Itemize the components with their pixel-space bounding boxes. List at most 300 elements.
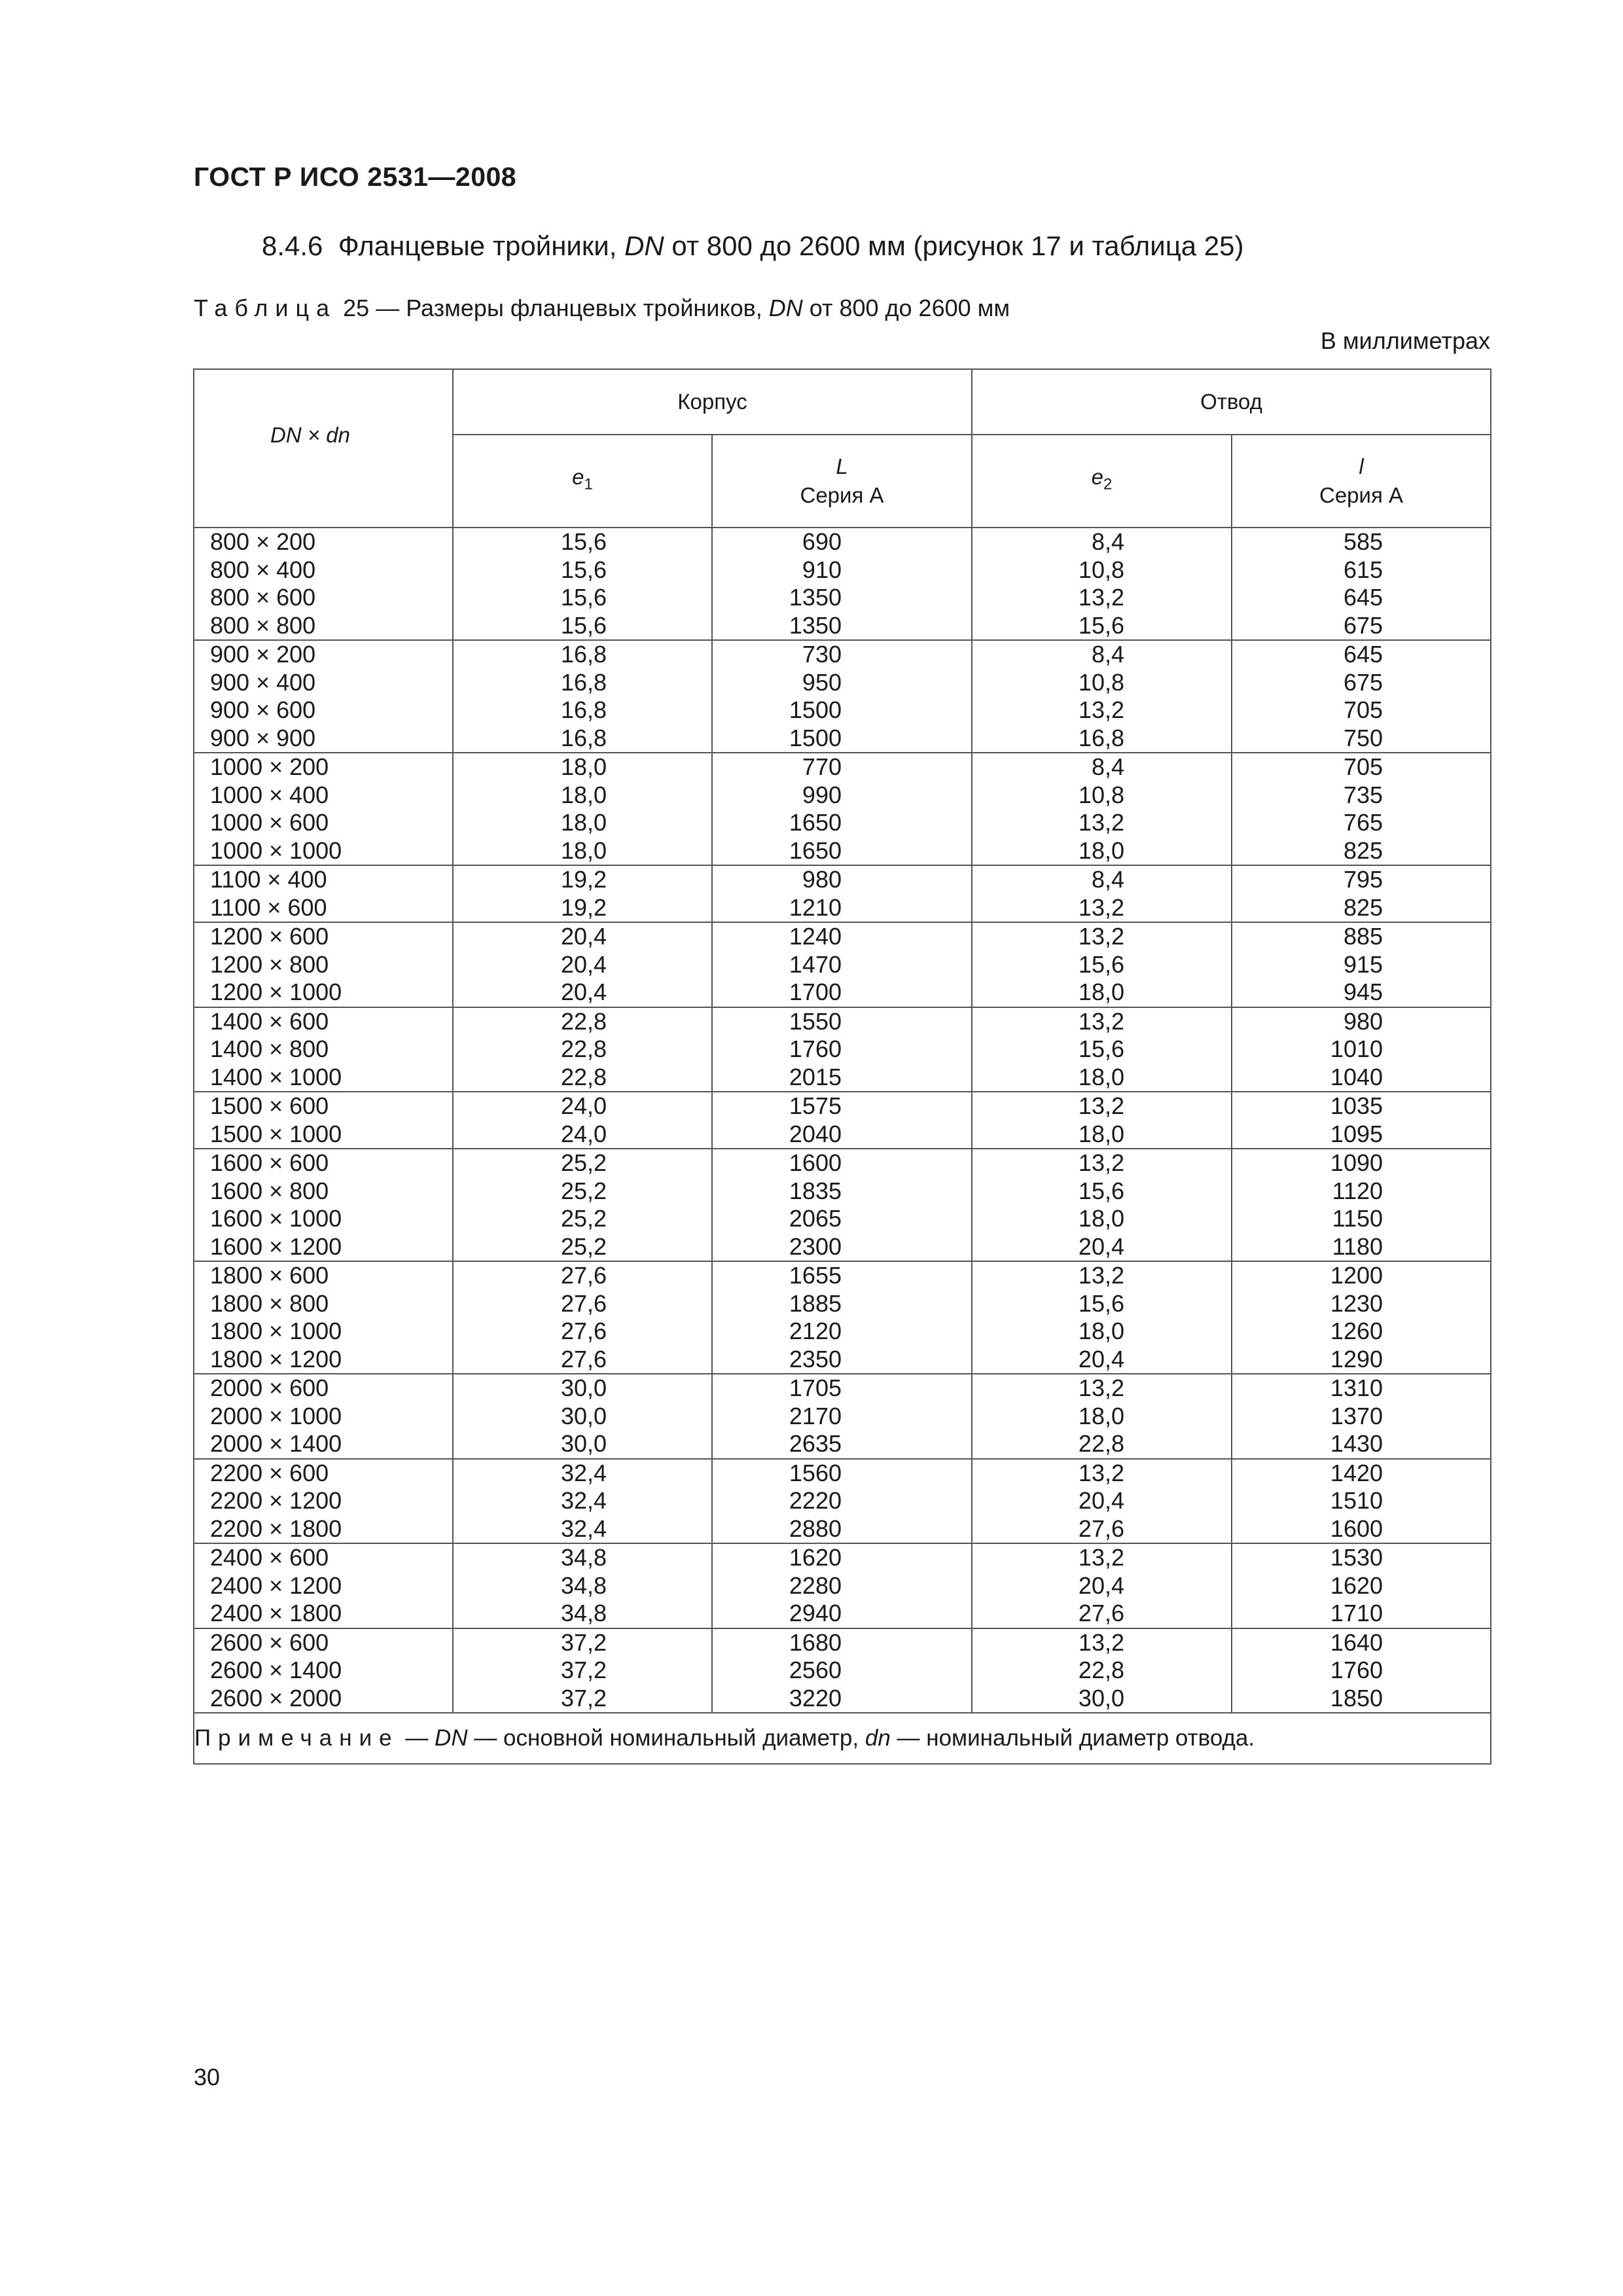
cell-value: 22,8 (561, 1035, 607, 1062)
cell-value: 900 × 400 (210, 668, 316, 696)
cell-value: 1370 (1330, 1402, 1383, 1429)
cell-value: 30,0 (1078, 1684, 1124, 1712)
cell-value: 30,0 (561, 1430, 607, 1457)
cell-value: 1200 × 800 (210, 950, 329, 978)
cell-L (712, 1007, 972, 1092)
cell-value: 1760 (789, 1035, 842, 1062)
cell-value: 8,4 (1091, 753, 1124, 780)
cell-value: 900 × 200 (210, 641, 316, 668)
cell-value: 1835 (789, 1177, 842, 1204)
cell-value: 1510 (1330, 1487, 1383, 1514)
cell-value: 1350 (789, 611, 842, 639)
cell-value: 2170 (789, 1402, 842, 1429)
table-row-group (194, 1261, 1491, 1374)
cell-value: 25,2 (561, 1177, 607, 1204)
cell-l (1232, 922, 1491, 1007)
cell-value: 10,8 (1078, 556, 1124, 583)
cell-value: 10,8 (1078, 781, 1124, 808)
cell-value: 1000 × 200 (210, 753, 329, 780)
cell-value: 2065 (789, 1205, 842, 1232)
cell-value: 15,6 (1078, 1289, 1124, 1317)
cell-value: 800 × 200 (210, 528, 316, 555)
cell-value: 13,2 (1078, 1544, 1124, 1571)
cell-e1 (453, 922, 712, 1007)
cell-value: 34,8 (561, 1544, 607, 1571)
header-l: l Серия А (1232, 435, 1491, 528)
cell-l (1232, 1628, 1491, 1713)
cell-value: 1000 × 600 (210, 809, 329, 836)
cell-value: 1000 × 400 (210, 781, 329, 808)
cell-value: 13,2 (1078, 1092, 1124, 1119)
cell-value: 2880 (789, 1515, 842, 1542)
cell-e2 (972, 1628, 1232, 1713)
cell-value: 32,4 (561, 1459, 607, 1486)
cell-value: 13,2 (1078, 923, 1124, 950)
cell-value: 770 (802, 753, 842, 780)
cell-value: 15,6 (561, 556, 607, 583)
cell-value: 8,4 (1091, 866, 1124, 893)
page-number: 30 (194, 2064, 221, 2090)
cell-value: 18,0 (1078, 1402, 1124, 1429)
cell-value: 20,4 (1078, 1345, 1124, 1372)
header-e2: $e_2$ (972, 435, 1232, 528)
cell-value: 1600 × 1200 (210, 1232, 342, 1260)
cell-value: 990 (802, 781, 842, 808)
cell-e2 (972, 1092, 1232, 1149)
cell-value: 980 (1343, 1007, 1383, 1035)
cell-value: 2000 × 600 (210, 1374, 329, 1401)
cell-value: 25,2 (561, 1205, 607, 1232)
header-e1: $e_1$ (453, 435, 712, 528)
cell-value: 800 × 800 (210, 611, 316, 639)
cell-value: 15,6 (1078, 1035, 1124, 1062)
cell-e1 (453, 1149, 712, 1261)
cell-value: 10,8 (1078, 668, 1124, 696)
cell-value: 13,2 (1078, 1459, 1124, 1486)
cell-value: 2400 × 600 (210, 1544, 329, 1571)
cell-value: 1620 (789, 1544, 842, 1571)
cell-value: 16,8 (1078, 724, 1124, 751)
cell-value: 20,4 (561, 978, 607, 1005)
cell-value: 1150 (1332, 1205, 1383, 1232)
cell-dn (194, 753, 453, 865)
units-note: В миллиметрах (1320, 327, 1490, 354)
cell-value: 30,0 (561, 1374, 607, 1401)
cell-l (1232, 753, 1491, 865)
cell-value: 32,4 (561, 1515, 607, 1542)
cell-value: 18,0 (1078, 1318, 1124, 1344)
cell-value: 2400 × 1200 (210, 1571, 342, 1599)
table-row-group (194, 753, 1491, 865)
table-caption-rest: 25 — Размеры фланцевых тройников, (336, 295, 769, 321)
cell-value: 37,2 (561, 1657, 607, 1683)
cell-value: 15,6 (561, 528, 607, 555)
cell-l (1232, 1149, 1491, 1261)
cell-l (1232, 1543, 1491, 1628)
cell-value: 37,2 (561, 1628, 607, 1656)
cell-value: 1800 × 800 (210, 1289, 329, 1317)
cell-value: 18,0 (561, 809, 607, 836)
cell-value: 1420 (1330, 1459, 1383, 1486)
cell-dn (194, 640, 453, 753)
cell-dn (194, 865, 453, 922)
table-caption-dn: DN (768, 295, 803, 321)
cell-value: 13,2 (1078, 1262, 1124, 1289)
cell-value: 13,2 (1078, 893, 1124, 921)
cell-value: 13,2 (1078, 809, 1124, 836)
cell-e2 (972, 528, 1232, 640)
cell-value: 1400 × 800 (210, 1035, 329, 1062)
cell-value: 730 (802, 641, 842, 668)
cell-e2 (972, 1149, 1232, 1261)
cell-L (712, 1374, 972, 1459)
cell-value: 22,8 (1078, 1657, 1124, 1683)
cell-value: 1560 (789, 1459, 842, 1486)
cell-value: 2120 (789, 1318, 842, 1344)
cell-value: 795 (1343, 866, 1383, 893)
cell-value: 1800 × 1000 (210, 1318, 342, 1344)
table-row-group (194, 1149, 1491, 1261)
table-row-group (194, 1628, 1491, 1713)
cell-value: 1100 × 400 (210, 866, 327, 893)
cell-value: 910 (802, 556, 842, 583)
cell-e1 (453, 1459, 712, 1544)
header-body-group: Корпус (453, 369, 972, 435)
cell-value: 645 (1343, 584, 1383, 611)
cell-value: 1700 (789, 978, 842, 1005)
cell-value: 22,8 (1078, 1430, 1124, 1457)
cell-value: 1090 (1330, 1149, 1383, 1176)
cell-value: 27,6 (1078, 1515, 1124, 1542)
cell-L (712, 640, 972, 753)
dimensions-table (193, 368, 1491, 1765)
cell-value: 1650 (789, 836, 842, 864)
cell-value: 915 (1343, 950, 1383, 978)
cell-value: 34,8 (561, 1571, 607, 1599)
table-caption-label: Таблица (194, 295, 337, 321)
cell-value: 2635 (789, 1430, 842, 1457)
cell-value: 1600 × 1000 (210, 1205, 342, 1232)
cell-value: 825 (1343, 893, 1383, 921)
cell-value: 1530 (1330, 1544, 1383, 1571)
cell-value: 16,8 (561, 668, 607, 696)
cell-value: 1800 × 600 (210, 1262, 329, 1289)
cell-value: 13,2 (1078, 584, 1124, 611)
cell-value: 8,4 (1091, 528, 1124, 555)
cell-e2 (972, 1459, 1232, 1544)
cell-value: 27,6 (561, 1318, 607, 1344)
cell-value: 1120 (1332, 1177, 1383, 1204)
cell-e1 (453, 1261, 712, 1374)
cell-value: 1575 (789, 1092, 842, 1119)
cell-value: 1600 (789, 1149, 842, 1176)
cell-dn (194, 922, 453, 1007)
cell-l (1232, 1007, 1491, 1092)
cell-dn (194, 1543, 453, 1628)
cell-dn (194, 1261, 453, 1374)
cell-e1 (453, 1374, 712, 1459)
cell-value: 15,6 (1078, 1177, 1124, 1204)
cell-value: 20,4 (561, 950, 607, 978)
dimensions-table-wrapper (193, 368, 1490, 1765)
cell-value: 22,8 (561, 1007, 607, 1035)
cell-value: 27,6 (1078, 1600, 1124, 1626)
cell-e2 (972, 1543, 1232, 1628)
table-caption (194, 295, 1010, 322)
cell-value: 1000 × 1000 (210, 836, 342, 864)
cell-value: 950 (802, 668, 842, 696)
cell-value: 13,2 (1078, 1628, 1124, 1656)
cell-value: 2300 (789, 1232, 842, 1260)
cell-L (712, 1149, 972, 1261)
cell-value: 24,0 (561, 1120, 607, 1147)
cell-value: 675 (1343, 668, 1383, 696)
cell-value: 1705 (789, 1374, 842, 1401)
cell-value: 20,4 (561, 923, 607, 950)
cell-L (712, 1092, 972, 1149)
cell-value: 18,0 (1078, 1120, 1124, 1147)
cell-value: 1500 (789, 724, 842, 751)
cell-value: 18,0 (561, 836, 607, 864)
cell-value: 1400 × 600 (210, 1007, 329, 1035)
section-title-suffix: от 800 до 2600 мм (рисунок 17 и таблица 25) (664, 230, 1244, 261)
cell-value: 1500 (789, 696, 842, 723)
cell-value: 1850 (1330, 1684, 1383, 1712)
cell-value: 1550 (789, 1007, 842, 1035)
table-row-group (194, 1543, 1491, 1628)
cell-L (712, 922, 972, 1007)
cell-value: 1800 × 1200 (210, 1345, 342, 1372)
cell-value: 18,0 (1078, 1205, 1124, 1232)
cell-value: 2040 (789, 1120, 842, 1147)
cell-L (712, 1261, 972, 1374)
cell-value: 615 (1343, 556, 1383, 583)
cell-value: 2200 × 600 (210, 1459, 329, 1486)
cell-e2 (972, 1261, 1232, 1374)
cell-value: 1310 (1330, 1374, 1383, 1401)
cell-value: 1760 (1330, 1657, 1383, 1683)
cell-value: 900 × 900 (210, 724, 316, 751)
cell-value: 1095 (1330, 1120, 1383, 1147)
cell-value: 1400 × 1000 (210, 1063, 342, 1090)
cell-l (1232, 1261, 1491, 1374)
cell-value: 2000 × 1400 (210, 1430, 342, 1457)
cell-value: 15,6 (1078, 950, 1124, 978)
cell-e2 (972, 640, 1232, 753)
cell-L (712, 1543, 972, 1628)
cell-e2 (972, 1374, 1232, 1459)
cell-value: 18,0 (1078, 978, 1124, 1005)
cell-value: 20,4 (1078, 1571, 1124, 1599)
cell-e1 (453, 1543, 712, 1628)
cell-l (1232, 1459, 1491, 1544)
cell-e1 (453, 865, 712, 922)
cell-value: 705 (1343, 696, 1383, 723)
cell-value: 2600 × 1400 (210, 1657, 342, 1683)
cell-dn (194, 1459, 453, 1544)
cell-value: 1040 (1330, 1063, 1383, 1090)
cell-value: 900 × 600 (210, 696, 316, 723)
table-row-group (194, 640, 1491, 753)
cell-value: 2000 × 1000 (210, 1402, 342, 1429)
table-row-group (194, 922, 1491, 1007)
cell-value: 2220 (789, 1487, 842, 1514)
cell-value: 800 × 400 (210, 556, 316, 583)
section-title-prefix: 8.4.6 Фланцевые тройники, (262, 230, 625, 261)
cell-e2 (972, 922, 1232, 1007)
cell-value: 645 (1343, 641, 1383, 668)
section-title (262, 230, 1244, 262)
cell-value: 24,0 (561, 1092, 607, 1119)
cell-e1 (453, 528, 712, 640)
cell-e2 (972, 753, 1232, 865)
table-note: Примечание — DN — основной номинальный диаметр, dn — номинальный диаметр отвода. (194, 1713, 1491, 1764)
cell-value: 585 (1343, 528, 1383, 555)
cell-value: 27,6 (561, 1289, 607, 1317)
cell-value: 2400 × 1800 (210, 1600, 342, 1626)
cell-value: 15,6 (561, 611, 607, 639)
cell-value: 25,2 (561, 1232, 607, 1260)
cell-value: 13,2 (1078, 1007, 1124, 1035)
cell-L (712, 528, 972, 640)
cell-value: 18,0 (1078, 836, 1124, 864)
cell-value: 1230 (1330, 1289, 1383, 1317)
cell-value: 1260 (1330, 1318, 1383, 1344)
cell-value: 1200 × 1000 (210, 978, 342, 1005)
cell-value: 750 (1343, 724, 1383, 751)
cell-value: 1600 × 800 (210, 1177, 329, 1204)
cell-value: 1710 (1330, 1600, 1383, 1626)
cell-value: 1600 (1330, 1515, 1383, 1542)
header-branch-group: Отвод (972, 369, 1491, 435)
cell-value: 2350 (789, 1345, 842, 1372)
cell-value: 885 (1343, 923, 1383, 950)
cell-value: 27,6 (561, 1345, 607, 1372)
cell-value: 825 (1343, 836, 1383, 864)
cell-value: 2200 × 1800 (210, 1515, 342, 1542)
cell-value: 705 (1343, 753, 1383, 780)
cell-l (1232, 1092, 1491, 1149)
cell-dn (194, 528, 453, 640)
cell-value: 690 (802, 528, 842, 555)
cell-L (712, 1459, 972, 1544)
cell-value: 2200 × 1200 (210, 1487, 342, 1514)
cell-value: 15,6 (561, 584, 607, 611)
cell-value: 1200 × 600 (210, 923, 329, 950)
table-body (194, 528, 1491, 1713)
cell-value: 1350 (789, 584, 842, 611)
cell-e2 (972, 1007, 1232, 1092)
cell-dn (194, 1092, 453, 1149)
cell-value: 1210 (789, 893, 842, 921)
header-L: L Серия А (712, 435, 972, 528)
cell-value: 1470 (789, 950, 842, 978)
cell-value: 1430 (1330, 1430, 1383, 1457)
table-caption-suffix: от 800 до 2600 мм (802, 295, 1010, 321)
cell-value: 18,0 (561, 781, 607, 808)
cell-value: 20,4 (1078, 1232, 1124, 1260)
cell-value: 16,8 (561, 696, 607, 723)
cell-value: 980 (802, 866, 842, 893)
cell-l (1232, 1374, 1491, 1459)
cell-e1 (453, 753, 712, 865)
document-header: ГОСТ Р ИСО 2531—2008 (194, 162, 517, 192)
cell-value: 1680 (789, 1628, 842, 1656)
cell-value: 1620 (1330, 1571, 1383, 1599)
cell-value: 1290 (1330, 1345, 1383, 1372)
table-row-group (194, 528, 1491, 640)
cell-value: 22,8 (561, 1063, 607, 1090)
cell-value: 1885 (789, 1289, 842, 1317)
cell-value: 1500 × 600 (210, 1092, 329, 1119)
cell-L (712, 753, 972, 865)
cell-value: 1650 (789, 809, 842, 836)
cell-l (1232, 640, 1491, 753)
header-dn-dn: DN × dn (194, 369, 453, 528)
cell-value: 34,8 (561, 1600, 607, 1626)
cell-value: 19,2 (561, 866, 607, 893)
cell-value: 2015 (789, 1063, 842, 1090)
table-row-group (194, 1092, 1491, 1149)
cell-e2 (972, 865, 1232, 922)
cell-dn (194, 1374, 453, 1459)
cell-value: 37,2 (561, 1684, 607, 1712)
cell-value: 16,8 (561, 641, 607, 668)
cell-value: 13,2 (1078, 1374, 1124, 1401)
cell-e1 (453, 1092, 712, 1149)
table-row-group (194, 1459, 1491, 1544)
cell-value: 2600 × 600 (210, 1628, 329, 1656)
cell-value: 16,8 (561, 724, 607, 751)
cell-value: 1600 × 600 (210, 1149, 329, 1176)
cell-value: 2560 (789, 1657, 842, 1683)
section-title-dn: DN (624, 230, 664, 261)
cell-value: 8,4 (1091, 641, 1124, 668)
cell-L (712, 865, 972, 922)
table-row-group (194, 1374, 1491, 1459)
cell-value: 27,6 (561, 1262, 607, 1289)
cell-e1 (453, 1007, 712, 1092)
cell-dn (194, 1149, 453, 1261)
table-row-group (194, 865, 1491, 922)
cell-value: 1655 (789, 1262, 842, 1289)
table-row-group (194, 1007, 1491, 1092)
cell-value: 945 (1343, 978, 1383, 1005)
cell-value: 18,0 (1078, 1063, 1124, 1090)
cell-L (712, 1628, 972, 1713)
cell-value: 1010 (1330, 1035, 1383, 1062)
cell-value: 1035 (1330, 1092, 1383, 1119)
cell-l (1232, 528, 1491, 640)
cell-value: 675 (1343, 611, 1383, 639)
cell-value: 13,2 (1078, 1149, 1124, 1176)
cell-e1 (453, 1628, 712, 1713)
cell-value: 2280 (789, 1571, 842, 1599)
cell-value: 800 × 600 (210, 584, 316, 611)
cell-value: 1640 (1330, 1628, 1383, 1656)
cell-value: 13,2 (1078, 696, 1124, 723)
cell-value: 735 (1343, 781, 1383, 808)
cell-value: 1100 × 600 (210, 893, 327, 921)
cell-value: 1200 (1330, 1262, 1383, 1289)
cell-value: 3220 (789, 1684, 842, 1712)
cell-value: 18,0 (561, 753, 607, 780)
cell-value: 1500 × 1000 (210, 1120, 342, 1147)
cell-value: 1180 (1332, 1232, 1383, 1260)
cell-dn (194, 1628, 453, 1713)
cell-value: 19,2 (561, 893, 607, 921)
cell-value: 2600 × 2000 (210, 1684, 342, 1712)
